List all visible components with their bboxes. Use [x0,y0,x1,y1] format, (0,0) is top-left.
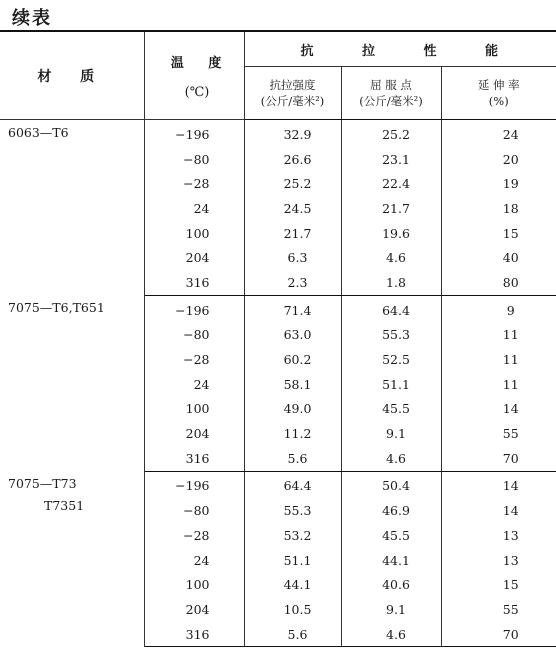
temperature-cell: 316 [144,622,244,647]
elongation-cell: 15 [502,225,519,241]
yield-point-cell: 9.1 [341,597,441,622]
tensile-properties-header: 抗 拉 性 能 [244,31,556,67]
table-row [0,295,556,322]
temperature-cell: −80 [144,147,244,172]
temperature-cell: 24 [144,196,244,221]
temperature-cell: 24 [144,548,244,573]
yield-point-cell: 51.1 [341,372,441,397]
yield-point-cell: 23.1 [341,147,441,172]
tensile-strength-cell: 5.6 [244,446,341,471]
tensile-strength-label: 抗拉强度 [269,78,316,92]
tensile-strength-cell: 21.7 [244,221,341,246]
elongation-cell: 14 [502,503,519,519]
yield-point-cell: 4.6 [341,446,441,471]
temperature-cell: 316 [144,270,244,295]
yield-point-cell: 4.6 [341,245,441,270]
tensile-strength-cell: 53.2 [244,523,341,548]
tensile-strength-cell: 63.0 [244,323,341,348]
table-row [0,471,556,498]
yield-point-cell: 9.1 [341,421,441,446]
temperature-cell: 204 [144,245,244,270]
tensile-strength-cell: 6.3 [244,245,341,270]
tensile-strength-cell: 5.6 [244,622,341,647]
yield-point-label: 屈 服 点 [370,78,412,92]
tensile-strength-cell: 26.6 [244,147,341,172]
temperature-cell: −28 [144,523,244,548]
tensile-strength-unit: (公斤/毫米²) [260,94,325,108]
yield-point-cell: 50.4 [341,471,441,498]
page-title: 续表 [12,8,52,29]
temperature-cell: −196 [144,120,244,147]
temperature-cell: −28 [144,171,244,196]
yield-point-cell: 55.3 [341,323,441,348]
elongation-cell: 9 [506,302,515,318]
elongation-cell: 80 [441,270,556,295]
properties-table [0,30,556,647]
yield-point-cell: 4.6 [341,622,441,647]
tensile-strength-cell: 10.5 [244,597,341,622]
temperature-cell: −196 [144,295,244,322]
elongation-cell: 13 [502,552,519,568]
temperature-cell: 100 [144,572,244,597]
material-name: 7075—T6,T651 [8,300,105,316]
elongation-cell: 14 [502,478,519,494]
yield-point-unit: (公斤/毫米²) [359,94,423,108]
temperature-cell: −80 [144,498,244,523]
temperature-cell: −80 [144,323,244,348]
elongation-cell: 24 [502,126,519,142]
temperature-cell: 204 [144,597,244,622]
elongation-header [441,67,556,120]
tensile-strength-header [244,67,341,120]
yield-point-cell: 64.4 [341,295,441,322]
material-group [0,120,556,296]
elongation-cell: 15 [502,577,519,593]
elongation-cell: 55 [502,426,519,442]
yield-point-cell: 52.5 [341,347,441,372]
yield-point-cell: 19.6 [341,221,441,246]
elongation-label: 延 伸 率 [477,78,520,92]
temperature-cell: 100 [144,221,244,246]
elongation-cell: 14 [502,401,519,417]
elongation-cell: 70 [441,622,556,647]
tensile-strength-cell: 49.0 [244,397,341,422]
tensile-strength-cell: 44.1 [244,572,341,597]
temperature-header-label: 温 度 [170,55,232,71]
yield-point-cell: 21.7 [341,196,441,221]
tensile-strength-cell: 2.3 [244,270,341,295]
elongation-cell: 70 [441,446,556,471]
yield-point-cell: 1.8 [341,270,441,295]
material-group [0,295,556,471]
material-cell [0,471,144,647]
tensile-strength-cell: 64.4 [244,471,341,498]
material-cell [0,120,144,296]
material-name: 7075—T73 [8,476,77,492]
elongation-cell: 13 [502,527,519,543]
tensile-strength-cell: 71.4 [244,295,341,322]
elongation-cell: 55 [502,601,519,617]
temperature-cell: −196 [144,471,244,498]
tensile-strength-cell: 11.2 [244,421,341,446]
yield-point-cell: 45.5 [341,397,441,422]
elongation-cell: 18 [502,200,519,216]
temperature-header [144,31,244,120]
table-row [0,120,556,147]
temperature-cell: 204 [144,421,244,446]
elongation-cell: 11 [502,352,519,368]
tensile-strength-cell: 51.1 [244,548,341,573]
material-name-continued: T7351 [44,498,85,514]
yield-point-cell: 22.4 [341,171,441,196]
tensile-strength-cell: 24.5 [244,196,341,221]
temperature-cell: 24 [144,372,244,397]
elongation-cell: 11 [502,376,519,392]
temperature-header-unit: (℃) [184,84,210,100]
tensile-strength-cell: 32.9 [244,120,341,147]
material-name: 6063—T6 [8,125,69,140]
elongation-unit: (%) [488,94,509,108]
temperature-cell: −28 [144,347,244,372]
elongation-cell: 20 [502,151,519,167]
tensile-strength-cell: 60.2 [244,347,341,372]
table-header [0,31,556,120]
tensile-strength-cell: 55.3 [244,498,341,523]
material-header: 材 质 [0,31,144,120]
material-cell [0,295,144,471]
temperature-cell: 316 [144,446,244,471]
elongation-cell: 19 [502,176,519,192]
yield-point-cell: 45.5 [341,523,441,548]
elongation-cell: 40 [502,250,519,266]
yield-point-cell: 40.6 [341,572,441,597]
tensile-strength-cell: 58.1 [244,372,341,397]
yield-point-cell: 46.9 [341,498,441,523]
material-group [0,471,556,647]
yield-point-cell: 25.2 [341,120,441,147]
temperature-cell: 100 [144,397,244,422]
yield-point-header [341,67,441,120]
tensile-strength-cell: 25.2 [244,171,341,196]
yield-point-cell: 44.1 [341,548,441,573]
elongation-cell: 11 [502,327,519,343]
